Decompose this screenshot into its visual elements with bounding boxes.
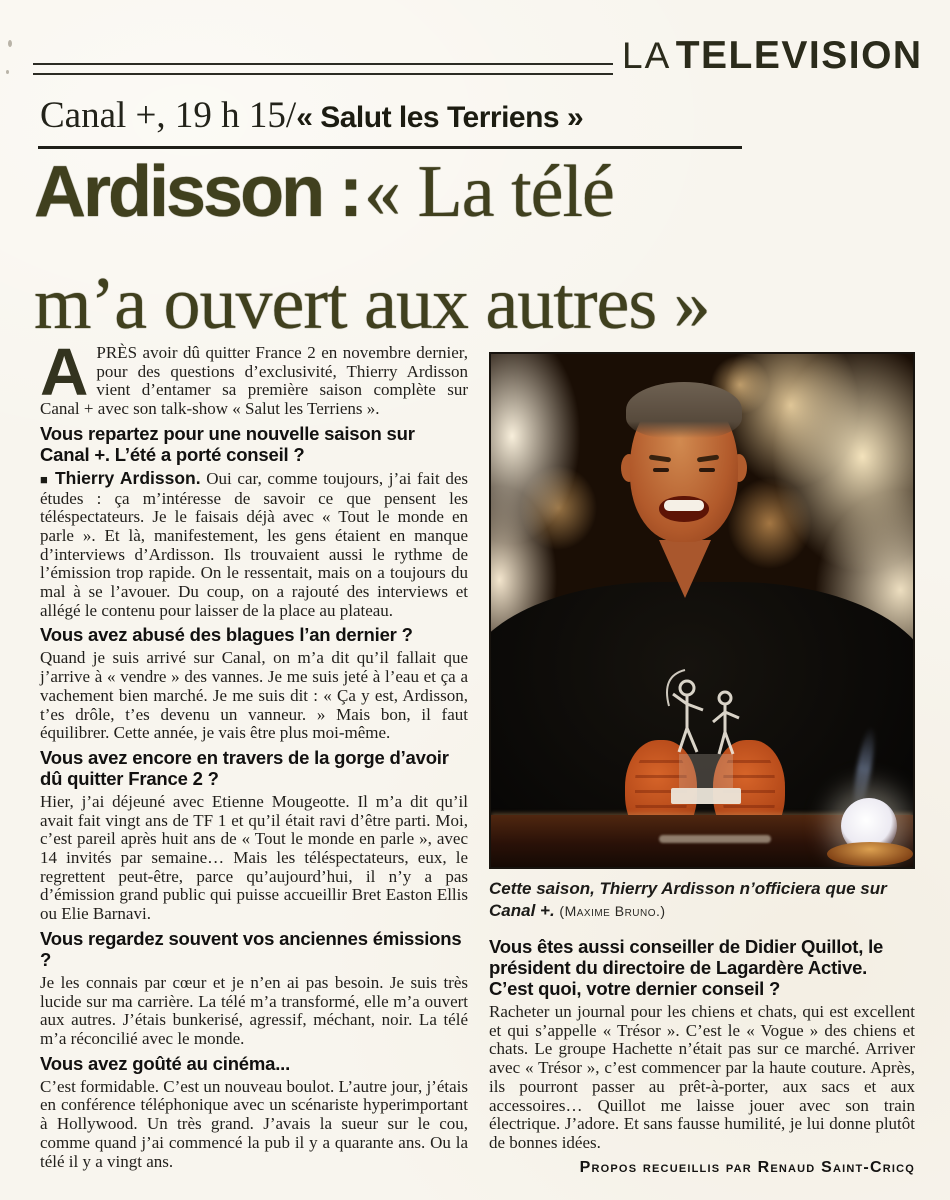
intro-text: PRÈS avoir dû quitter France 2 en novembre dernier, pour des questions d’exclusivité, Thierry Ardisson vient d’entamer sa première saison complète sur Canal + avec son talk-show « Salut les Terriens ». <box>40 343 468 419</box>
headline-quote-line2: m’a ouvert aux autres » <box>34 263 710 345</box>
portrait-eye-right <box>699 468 715 472</box>
answer-1-text: Oui car, comme toujours, j’ai fait des études : ça m’intéresse de savoir ce que pensent les téléspectateurs. Je le faisais déjà avec « Tout le monde en parle ». Et là, manifestement, les gens étaient en manque d’interviews d’Ardisson. Ils trouvaient aussi le rythme de l’émission trop rapide. On le ressentait, mais on a toujours du mal à se l’avouer. Du coup, on a rajouté des interviews et allégé le contenu pour laisser de la place au plateau. <box>40 468 469 620</box>
article-headline <box>34 146 934 370</box>
byline: Propos recueillis par Renaud Saint-Cricq <box>579 1158 915 1176</box>
lamp-base <box>827 842 913 866</box>
scan-speck <box>8 40 12 47</box>
masthead-prefix: LA <box>622 35 672 76</box>
trophy-reflection <box>659 835 771 843</box>
section-masthead <box>622 34 948 78</box>
kicker <box>40 94 583 137</box>
photo-caption <box>489 878 915 922</box>
masthead-double-rule <box>33 63 613 75</box>
kicker-show-title: « Salut les Terriens » <box>296 101 584 134</box>
answer-5: C’est formidable. C’est un nouveau boulot. L’autre jour, j’étais en conférence téléphonique avec un scénariste hyperimportant à Hollywood. Un très grand. J’avais la sueur sur le cou, comme quand j’ai commencé la pub il y a quarante ans. Ou la télé il y a vingt ans. <box>40 1076 468 1171</box>
kicker-channel-time: Canal +, 19 h 15/ <box>40 95 297 136</box>
portrait-photo <box>489 352 915 869</box>
caption-text: Cette saison, Thierry Ardisson n’officiera que sur Canal +. <box>489 879 887 920</box>
question-2: Vous avez abusé des blagues l’an dernier ? <box>40 624 413 646</box>
answer-3: Hier, j’ai déjeuné avec Etienne Mougeotte. Il m’a dit qu’il avait fait vingt ans de TF 1 et qu’il était ravi d’être parti. Moi, c’est pareil après huit ans de « Tout le monde en parle », avec 14 invités par semaine… Mais les téléspectateurs, eux, le regrettent peut-être, parce qu’aujourd’hui, il n’y a pas d’émission grand public qui puisse accueillir Bret Easton Ellis ou Elie Barnavi. <box>40 791 468 924</box>
masthead-title: TELEVISION <box>675 34 923 77</box>
scan-speck <box>6 70 9 74</box>
answer-4: Je les connais par cœur et je n’en ai pas besoin. Je suis très lucide sur ma carrière. La télé m’a transformé, elle m’a ouvert aux autres. J’étais bunkerisé, agressif, méchant, noir. La télé m’a réconcilié avec le monde. <box>40 972 468 1048</box>
portrait-teeth <box>664 500 704 511</box>
portrait-eye-left <box>653 468 669 472</box>
photo-credit: (Maxime Bruno.) <box>559 902 666 919</box>
dropcap: A <box>40 335 89 410</box>
answer-1 <box>40 469 468 621</box>
answer-2: Quand je suis arrivé sur Canal, on m’a dit qu’il fallait que j’arrive à « vendre » des vannes. Je me suis jeté à l’eau et ça a vachement bien marché. Je me suis dit : « Ça y est, Ardisson, t’es drôle, t’es devenu un vanneur. » Mais bon, il faut équilibrer. Cette année, je vais être plus moi-même. <box>40 648 468 743</box>
headline-quote-line1: « La télé <box>364 151 614 233</box>
question-4: Vous regardez souvent vos anciennes émissions ? <box>40 927 462 970</box>
portrait-hair <box>626 382 742 438</box>
answer-6: Racheter un journal pour les chiens et chats, qui est excellent et qui s’appelle « Trésor ». C’est le « Vogue » des chiens et chats. Le groupe Hachette n’était pas sur ce marché. Arriver avec « Trésor », c’est commencer par la haute couture. Après, ils pourront passer au prêt-à-porter, aux sacs et aux accessoires… Quillot me laisse jouer avec son train électrique. J’adore. Et sans fausse humilité, je lui donne plutôt de bonnes idées. <box>489 1002 915 1152</box>
speaker-bullet: ■ <box>40 471 50 487</box>
headline-speaker: Ardisson : <box>34 152 361 232</box>
question-5: Vous avez goûté au cinéma... <box>40 1052 291 1074</box>
question-6: Vous êtes aussi conseiller de Didier Quillot, le président du directoire de Lagardère Active. C’est quoi, votre dernier conseil ? <box>489 936 884 999</box>
article-column-left <box>40 335 469 1174</box>
trophy <box>641 666 771 818</box>
speaker-name: Thierry Ardisson. <box>54 467 201 488</box>
question-1: Vous repartez pour une nouvelle saison sur Canal +. L’été a porté conseil ? <box>40 422 415 465</box>
article-column-right <box>489 352 915 1193</box>
intro-paragraph <box>40 335 468 419</box>
question-3: Vous avez encore en travers de la gorge d’avoir dû quitter France 2 ? <box>40 746 449 789</box>
